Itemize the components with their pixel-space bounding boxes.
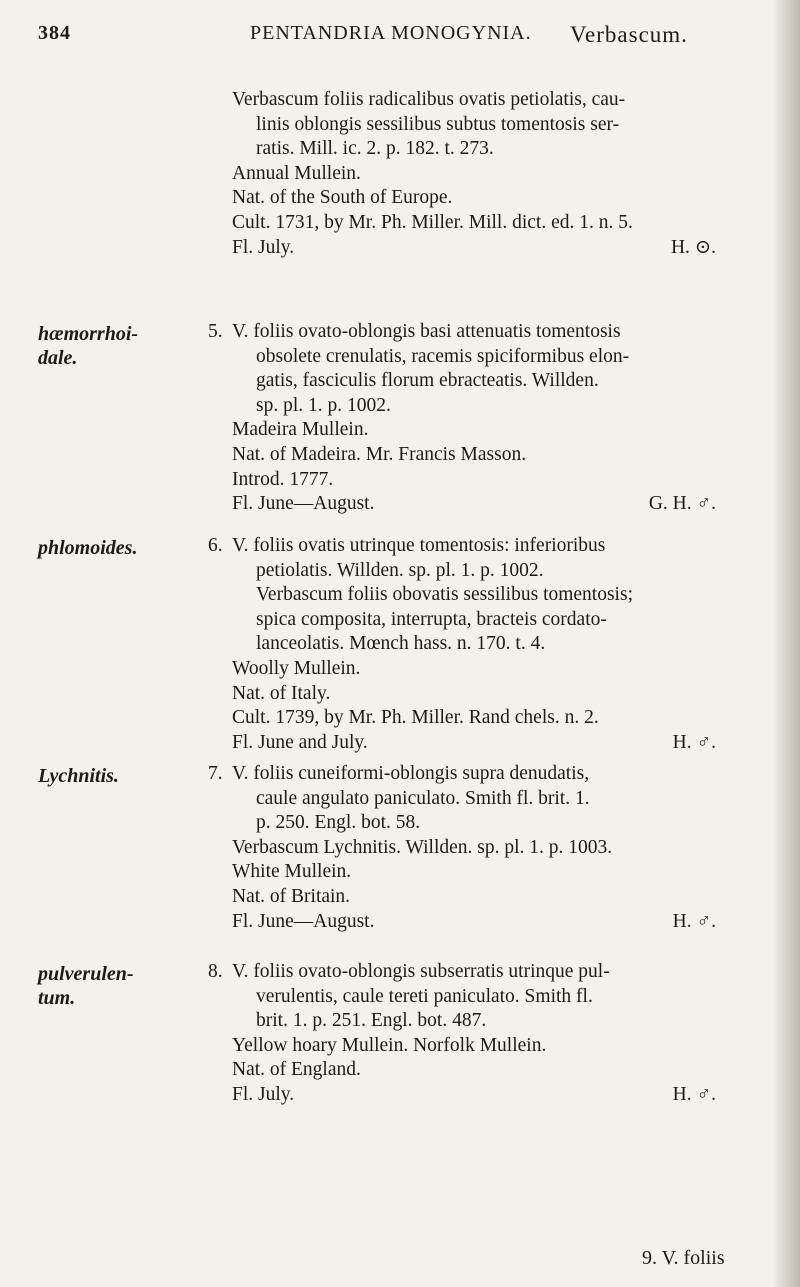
entry-line [232,731,752,756]
entry-line-text: linis oblongis sessilibus subtus tomentosis ser- [256,113,620,135]
entry-line-text: ratis. Mill. ic. 2. p. 182. t. 273. [256,138,494,160]
running-header [38,22,740,54]
entry-line-text: brit. 1. p. 251. Engl. bot. 487. [256,1010,487,1032]
entry-line [232,1058,752,1083]
species-entry [208,320,752,517]
entry-line [232,345,752,370]
species-epithet-line: pulverulen- [38,963,134,985]
genus-name: Verbascum. [570,22,688,47]
entry-line [232,137,752,162]
entry-line-text: V. foliis cuneiformi-oblongis supra denudatis, [232,763,590,784]
species-epithet-line: tum. [38,987,76,1009]
habitat-symbol: H. ♂. [672,731,716,753]
entry-line [232,885,752,910]
entry-line-text: obsolete crenulatis, racemis spiciformibus elon- [256,345,630,367]
entry-line-text: V. foliis ovato-oblongis basi attenuatis tomentosis [232,321,621,342]
entry-line [232,632,752,657]
entry-line-text: Fl. June—August. [232,910,375,932]
habitat-symbol: G. H. ♂. [648,493,716,515]
entry-line [232,162,752,187]
species-epithet-line: hæmorrhoi- [38,323,139,345]
entry-line-text: Woolly Mullein. [232,657,361,679]
entry-line-text: gatis, fasciculis florum ebracteatis. Willden. [256,370,599,392]
page-number: 384 [38,22,71,44]
entry-line [208,534,752,559]
entry-line-text: Fl. July. [232,236,295,258]
entry-line-text: Yellow hoary Mullein. Norfolk Mullein. [232,1034,547,1056]
entry-line [232,88,752,113]
entry-line [232,811,752,836]
entry-line-text: lanceolatis. Mœnch hass. n. 170. t. 4. [256,633,546,655]
entry-line-text: verulentis, caule tereti paniculato. Smith fl. [256,985,593,1007]
entry-line [232,186,752,211]
entry-line-text: Verbascum foliis radicalibus ovatis petiolatis, cau- [232,89,626,110]
entry-number: 7. [208,763,223,784]
entry-line [232,985,752,1010]
entry-line-text: spica composita, interrupta, bracteis cordato- [256,608,607,630]
entry-number: 5. [208,321,223,342]
species-entry [232,88,752,260]
entry-line [232,492,752,517]
entry-line-text: sp. pl. 1. p. 1002. [256,394,391,416]
entry-line [232,1083,752,1108]
entry-line [208,320,752,345]
entry-line-text: Nat. of the South of Europe. [232,187,453,209]
species-epithet [38,536,137,560]
page-edge [772,0,800,1287]
entry-line [232,1009,752,1034]
entry-line-text: Fl. July. [232,1083,295,1105]
entry-line [232,211,752,236]
species-epithet [38,962,134,1010]
species-epithet [38,764,119,788]
entry-line-text: p. 250. Engl. bot. 58. [256,812,421,834]
entry-line [232,468,752,493]
species-epithet-line: phlomoides. [38,537,138,559]
running-title: PENTANDRIA MONOGYNIA. [250,22,532,44]
entry-number: 6. [208,535,223,556]
species-entry [208,960,752,1108]
entry-line [232,608,752,633]
habitat-symbol: H. ⊙. [670,236,716,258]
entry-line-text: Nat. of Italy. [232,682,331,704]
entry-line [232,860,752,885]
entry-line-text: Annual Mullein. [232,162,361,184]
entry-line [232,418,752,443]
species-epithet-line: Lychnitis. [38,765,119,787]
entry-line-text: Cult. 1731, by Mr. Ph. Miller. Mill. dict. ed. 1. n. 5. [232,211,633,233]
entry-line [232,559,752,584]
entry-line-text: Nat. of England. [232,1059,361,1081]
entry-line [232,369,752,394]
habitat-symbol: H. ♂. [672,910,716,932]
entry-line-text: caule angulato paniculato. Smith fl. brit. 1. [256,787,590,809]
entry-line [232,657,752,682]
entry-line-text: Verbascum foliis obovatis sessilibus tomentosis; [256,584,633,606]
entry-line [232,236,752,261]
species-epithet-line: dale. [38,347,78,369]
entry-line [232,787,752,812]
entry-line-text: Nat. of Madeira. Mr. Francis Masson. [232,443,527,465]
entry-line-text: Nat. of Britain. [232,885,351,907]
entry-line-text: Fl. June and July. [232,731,368,753]
entry-line [232,682,752,707]
entry-line [232,443,752,468]
entry-line [232,113,752,138]
entry-line [232,583,752,608]
entry-line-text: petiolatis. Willden. sp. pl. 1. p. 1002. [256,559,544,581]
entry-line [232,910,752,935]
entry-line [232,394,752,419]
entry-line [208,762,752,787]
entry-line-text: Fl. June—August. [232,493,375,515]
entry-line [232,706,752,731]
entry-line-text: Verbascum Lychnitis. Willden. sp. pl. 1. p. 1003. [232,836,613,858]
species-epithet [38,322,138,370]
entry-line-text: V. foliis ovato-oblongis subserratis utrinque pul- [232,961,610,982]
entry-line [232,1034,752,1059]
entry-line [208,960,752,985]
entry-line [232,836,752,861]
entry-line-text: Introd. 1777. [232,468,334,490]
species-entry [208,762,752,934]
species-entry [208,534,752,755]
entry-line-text: Madeira Mullein. [232,419,369,441]
habitat-symbol: H. ♂. [672,1083,716,1105]
entry-line-text: White Mullein. [232,861,352,883]
catchword: 9. V. foliis [642,1247,725,1269]
entry-number: 8. [208,961,223,982]
entry-line-text: Cult. 1739, by Mr. Ph. Miller. Rand chels. n. 2. [232,707,599,729]
entry-line-text: V. foliis ovatis utrinque tomentosis: inferioribus [232,535,606,556]
